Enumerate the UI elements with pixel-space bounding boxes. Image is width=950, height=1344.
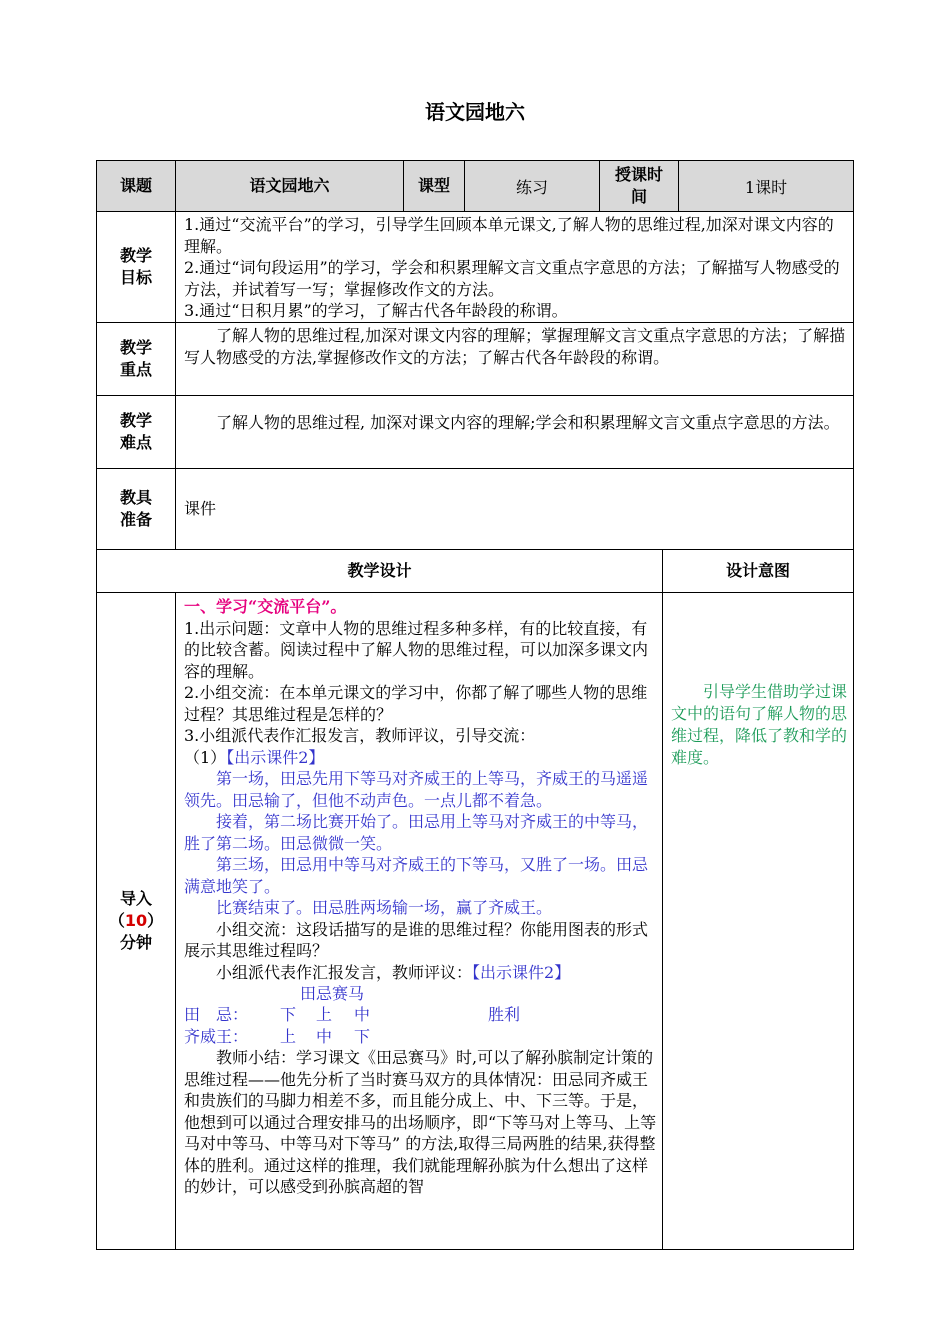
paragraph: 1.出示问题：文章中人物的思维过程多种多样，有的比较直接，有的比较含蓄。阅读过程中了解人物的思维过程，可以加深多课文内容的理解。 <box>184 618 649 681</box>
horse-race-diagram <box>184 983 658 1047</box>
diagram-row1-item: 中 <box>354 1005 371 1024</box>
phase-label <box>96 592 176 1250</box>
diagram-row2-item: 上 <box>280 1027 297 1046</box>
list-prefix: （1） <box>184 747 227 767</box>
intent-content <box>662 592 854 1250</box>
story-paragraph: 第三场，田忌用中等马对齐威王的下等马，又胜了一场。田忌满意地笑了。 <box>184 855 649 896</box>
design-content <box>175 592 663 1250</box>
paragraph <box>184 962 658 984</box>
diagram-result: 胜利 <box>488 1005 521 1024</box>
phase-label-2: 分钟 <box>119 933 152 952</box>
time-label: 授课时间 <box>599 160 679 212</box>
diagram-title: 田忌赛马 <box>300 984 365 1003</box>
report-text: 小组派代表作汇报发言，教师评议： <box>216 962 473 982</box>
goal-line: 1.通过“交流平台”的学习，引导学生回顾本单元课文,了解人物的思维过程,加深对课文内容的理解。 <box>184 215 834 256</box>
type-value: 练习 <box>464 160 600 212</box>
paragraph <box>184 747 658 769</box>
design-header: 教学设计 <box>96 549 663 593</box>
paragraph: 3.小组派代表作汇报发言，教师评议，引导交流： <box>184 726 536 745</box>
goals-label: 教学目标 <box>96 211 176 323</box>
phase-label-1: 导入 <box>119 889 152 908</box>
type-label: 课型 <box>403 160 465 212</box>
paragraph: 2.小组交流：在本单元课文的学习中，你都了解了哪些人物的思维过程？其思维过程是怎样的？ <box>184 683 648 724</box>
courseware-link[interactable]: 【出示课件2】 <box>226 747 325 767</box>
diagram-row1-name: 田 忌： <box>184 1005 249 1024</box>
tools-content <box>175 468 854 550</box>
diagram-row2-item: 下 <box>354 1027 371 1046</box>
section-heading: 一、学习“交流平台”。 <box>184 597 347 616</box>
paragraph: 小组交流：这段话描写的是谁的思维过程？你能用图表的形式展示其思维过程吗？ <box>184 919 649 960</box>
diagram-row1-item: 下 <box>280 1005 297 1024</box>
story-paragraph: 接着，第二场比赛开始了。田忌用上等马对齐威王的中等马，胜了第二场。田忌微微一笑。 <box>184 812 649 853</box>
tools-label: 教具准备 <box>96 468 176 550</box>
time-value: 1课时 <box>678 160 854 212</box>
key-points-text: 了解人物的思维过程,加深对课文内容的理解；掌握理解文言文重点字意思的方法；了解描写人物感受的方法,掌握修改作文的方法；了解古代各年龄段的称谓。 <box>184 326 846 367</box>
diagram-row1-item: 上 <box>316 1005 333 1024</box>
phase-minutes: 10 <box>124 911 148 930</box>
summary-paragraph: 教师小结：学习课文《田忌赛马》时,可以了解孙膑制定计策的思维过程——他先分析了当时赛马双方的具体情况：田忌同齐威王和贵族们的马脚力相差不多，而且能分成上、中、下三等。于是，他想到可以通过合理安排马的出场顺序，即“下等马对上等马、上等马对中等马、中等马对下等马” 的方法,取得三局两胜的结果,获得整体的胜利。通过这样的推理，我们就能理解孙膑为什么想出了这样的妙计，可以感受到孙膑高超的智 <box>184 1048 657 1196</box>
phase-minutes-line <box>109 910 163 932</box>
story-paragraph: 比赛结束了。田忌胜两场输一场，赢了齐威王。 <box>216 898 553 917</box>
tools-text: 课件 <box>184 499 217 519</box>
topic-value: 语文园地六 <box>175 160 404 212</box>
intent-text: 引导学生借助学过课文中的语句了解人物的思维过程，降低了教和学的难度。 <box>671 682 848 767</box>
diagram-row2-item: 中 <box>316 1027 333 1046</box>
diagram-row2-name: 齐威王： <box>184 1027 249 1046</box>
difficulties-content <box>175 395 854 469</box>
page-title: 语文园地六 <box>425 100 525 124</box>
key-points-content <box>175 322 854 396</box>
intent-header: 设计意图 <box>662 549 854 593</box>
paren-open: （ <box>108 911 125 930</box>
goal-line: 3.通过“日积月累”的学习，了解古代各年龄段的称谓。 <box>184 301 568 320</box>
courseware-link[interactable]: 【出示课件2】 <box>472 962 571 982</box>
key-points-label: 教学重点 <box>96 322 176 396</box>
goal-line: 2.通过“词句段运用”的学习，学会和积累理解文言文重点字意思的方法；了解描写人物感受的方法，并试着写一写；掌握修改作文的方法。 <box>184 258 840 299</box>
difficulties-text: 了解人物的思维过程, 加深对课文内容的理解;学会和积累理解文言文重点字意思的方法。 <box>216 413 840 432</box>
paren-close: ） <box>147 911 164 930</box>
story-paragraph: 第一场，田忌先用下等马对齐威王的上等马，齐威王的马遥遥领先。田忌输了，但他不动声色。一点儿都不着急。 <box>184 769 649 810</box>
topic-label: 课题 <box>96 160 176 212</box>
goals-content <box>175 211 854 323</box>
difficulties-label: 教学难点 <box>96 395 176 469</box>
